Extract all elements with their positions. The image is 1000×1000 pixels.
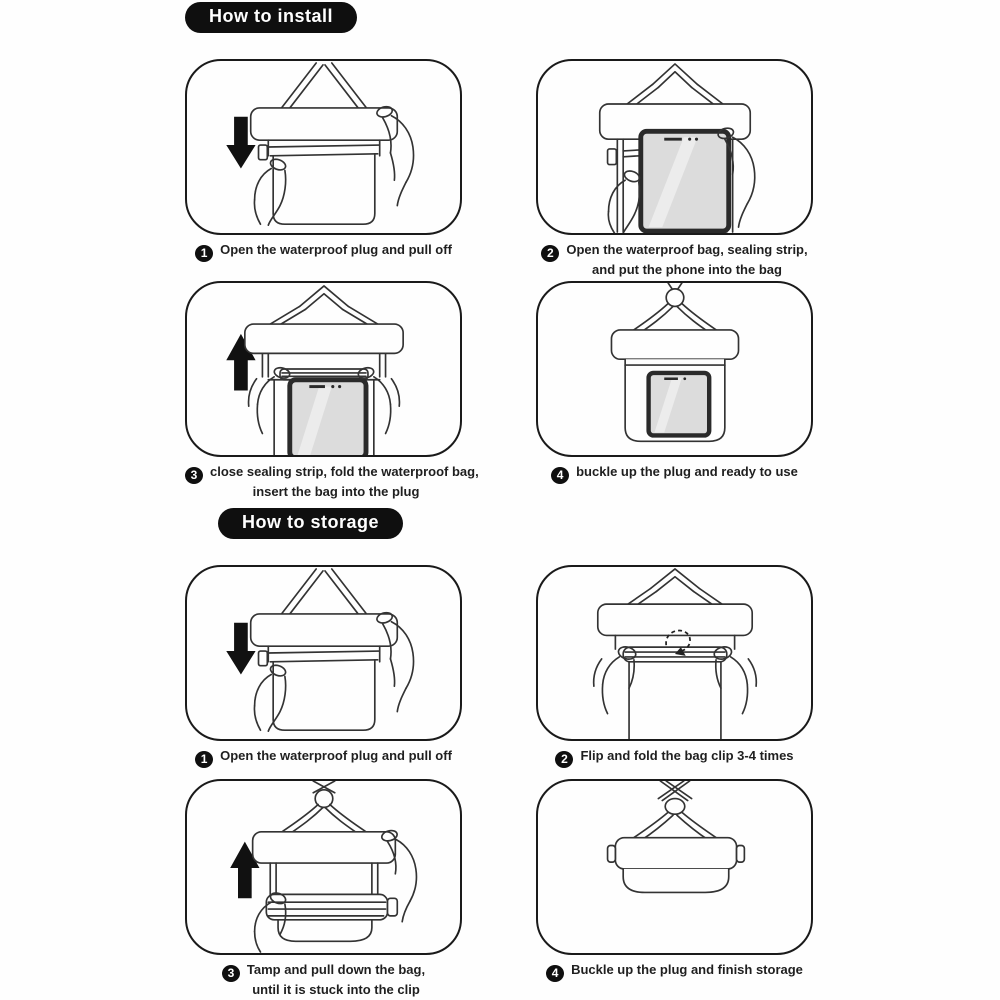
install-panel-row-2 [185, 281, 845, 457]
step-number-badge: 4 [546, 965, 564, 982]
bag-cap [245, 324, 403, 353]
caption-text: Open the waterproof plug and pull off [220, 242, 452, 257]
bag-body [273, 154, 375, 224]
caption-text-line2: until it is stuck into the clip [252, 982, 420, 997]
plug-tab [608, 149, 617, 165]
caption-text: Open the waterproof bag, sealing strip, [566, 242, 808, 257]
caption-text: buckle up the plug and ready to use [576, 464, 798, 479]
bag-cap [611, 330, 738, 359]
illustration-tamp-pull-down [187, 781, 460, 953]
phone [641, 131, 729, 231]
storage-caption-row-2 [185, 962, 845, 996]
bag-cap [253, 832, 396, 863]
install-step2-panel [536, 59, 813, 235]
bag-body [273, 660, 375, 730]
phone [290, 380, 366, 455]
left-hand [254, 157, 287, 225]
illustration-bag-ready [538, 283, 811, 455]
storage-step4-caption [536, 962, 813, 996]
phone [649, 373, 710, 436]
illustration-folded-bag [538, 781, 811, 953]
install-step1-panel [185, 59, 462, 235]
caption-text: Tamp and pull down the bag, [246, 962, 426, 977]
side-tab-left [608, 846, 616, 863]
bag-cap [251, 614, 398, 646]
illustration-insert-phone [538, 61, 811, 233]
install-step4-caption [536, 464, 813, 498]
storage-step4-panel [536, 779, 813, 955]
install-panel-row-1 [185, 59, 845, 235]
storage-step2-caption [536, 748, 813, 774]
step-number-badge: 1 [195, 245, 213, 262]
install-step2-caption [536, 242, 813, 276]
storage-step1-caption [185, 748, 462, 774]
caption-text-line2: insert the bag into the plug [252, 484, 420, 499]
clip [388, 898, 398, 916]
step-number-badge: 3 [222, 965, 240, 982]
content-column [185, 0, 845, 996]
storage-step2-panel [536, 565, 813, 741]
storage-step3-panel [185, 779, 462, 955]
illustration-pull-plug-down [187, 567, 460, 739]
install-section [185, 0, 845, 498]
step-number-badge: 1 [195, 751, 213, 768]
caption-text: Buckle up the plug and finish storage [571, 962, 803, 977]
install-title-pill: How to install [185, 2, 357, 33]
illustration-flip-fold-clip [538, 567, 811, 739]
folded-clip-strip [623, 647, 727, 662]
install-caption-row-2 [185, 464, 845, 498]
left-hand [608, 169, 641, 233]
bag-bottom [278, 920, 372, 942]
bag-cap [598, 604, 752, 635]
plug-tab [259, 651, 268, 666]
caption-text: close sealing strip, fold the waterproof bag, [210, 464, 479, 479]
step-number-badge: 3 [185, 467, 203, 484]
storage-step1-panel [185, 565, 462, 741]
storage-panel-row-2 [185, 779, 845, 955]
folded-bottom [623, 869, 729, 892]
caption-text: Open the waterproof plug and pull off [220, 748, 452, 763]
bag-cap [615, 838, 736, 869]
caption-text-line2: and put the phone into the bag [592, 262, 782, 277]
caption-text: Flip and fold the bag clip 3-4 times [580, 748, 794, 763]
storage-caption-row-1 [185, 748, 845, 774]
install-step3-caption [185, 464, 479, 499]
install-step3-panel [185, 281, 462, 457]
step-number-badge: 2 [555, 751, 573, 768]
install-caption-row-1 [185, 242, 845, 276]
storage-section [185, 498, 845, 996]
illustration-close-sealing-strip [187, 283, 460, 455]
storage-step3-caption [185, 962, 462, 996]
bag-cap [251, 108, 398, 140]
install-step1-caption [185, 242, 462, 276]
storage-panel-row-1 [185, 565, 845, 741]
left-hand [254, 663, 287, 731]
install-step4-panel [536, 281, 813, 457]
step-number-badge: 4 [551, 467, 569, 484]
storage-title-pill: How to storage [218, 508, 403, 539]
step-number-badge: 2 [541, 245, 559, 262]
plug-tab [259, 145, 268, 160]
side-tab-right [737, 846, 745, 863]
illustration-pull-plug-down [187, 61, 460, 233]
